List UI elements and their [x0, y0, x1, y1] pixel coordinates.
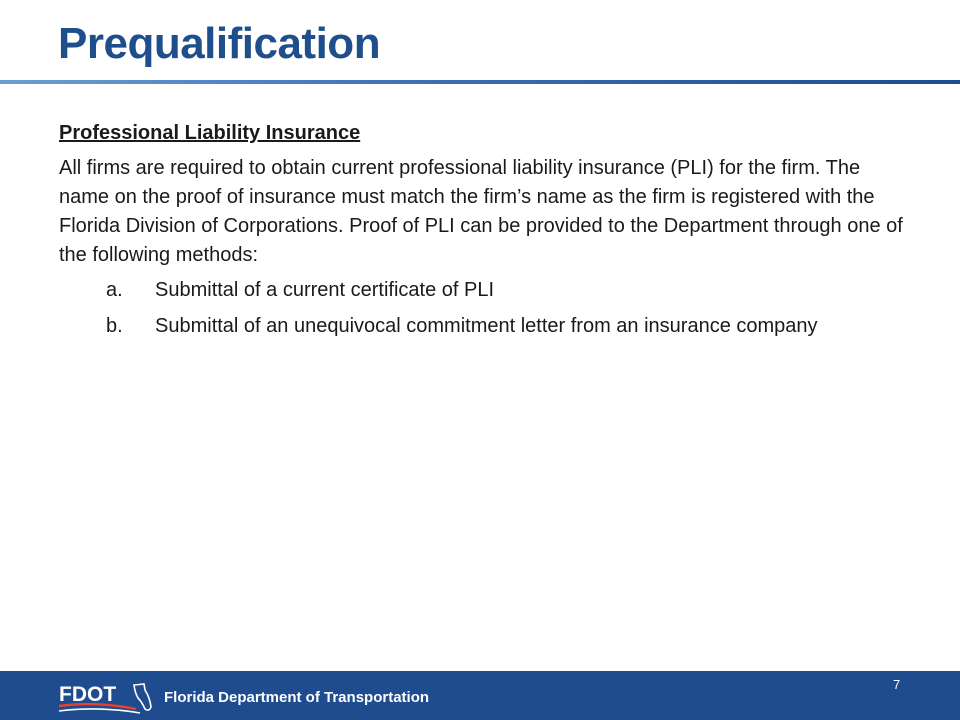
slide-content: [59, 118, 909, 348]
footer-department: Florida Department of Transportation: [164, 689, 430, 706]
list-marker: b.: [106, 315, 123, 337]
methods-list: [59, 276, 909, 341]
section-heading: Professional Liability Insurance: [59, 122, 361, 144]
list-item: [59, 312, 909, 341]
list-item: [59, 276, 909, 305]
logo-wordmark: FDOT: [59, 683, 117, 706]
slide-title: Prequalification: [58, 19, 381, 68]
page-number: 7: [893, 677, 901, 692]
body-paragraph: All firms are required to obtain current professional liability insurance (PLI) for the firm. The name on the proof of insurance must match the firm’s name as the firm is registered with the Florida Division of Corporations. Proof of PLI can be provided to the Department through one of the following methods:: [59, 157, 903, 266]
list-marker: a.: [106, 279, 123, 301]
list-item-text: Submittal of a current certificate of PLI: [155, 279, 495, 301]
fdot-logo-icon: [56, 676, 156, 716]
title-divider: [0, 80, 960, 84]
list-item-text: Submittal of an unequivocal commitment letter from an insurance company: [155, 315, 818, 337]
